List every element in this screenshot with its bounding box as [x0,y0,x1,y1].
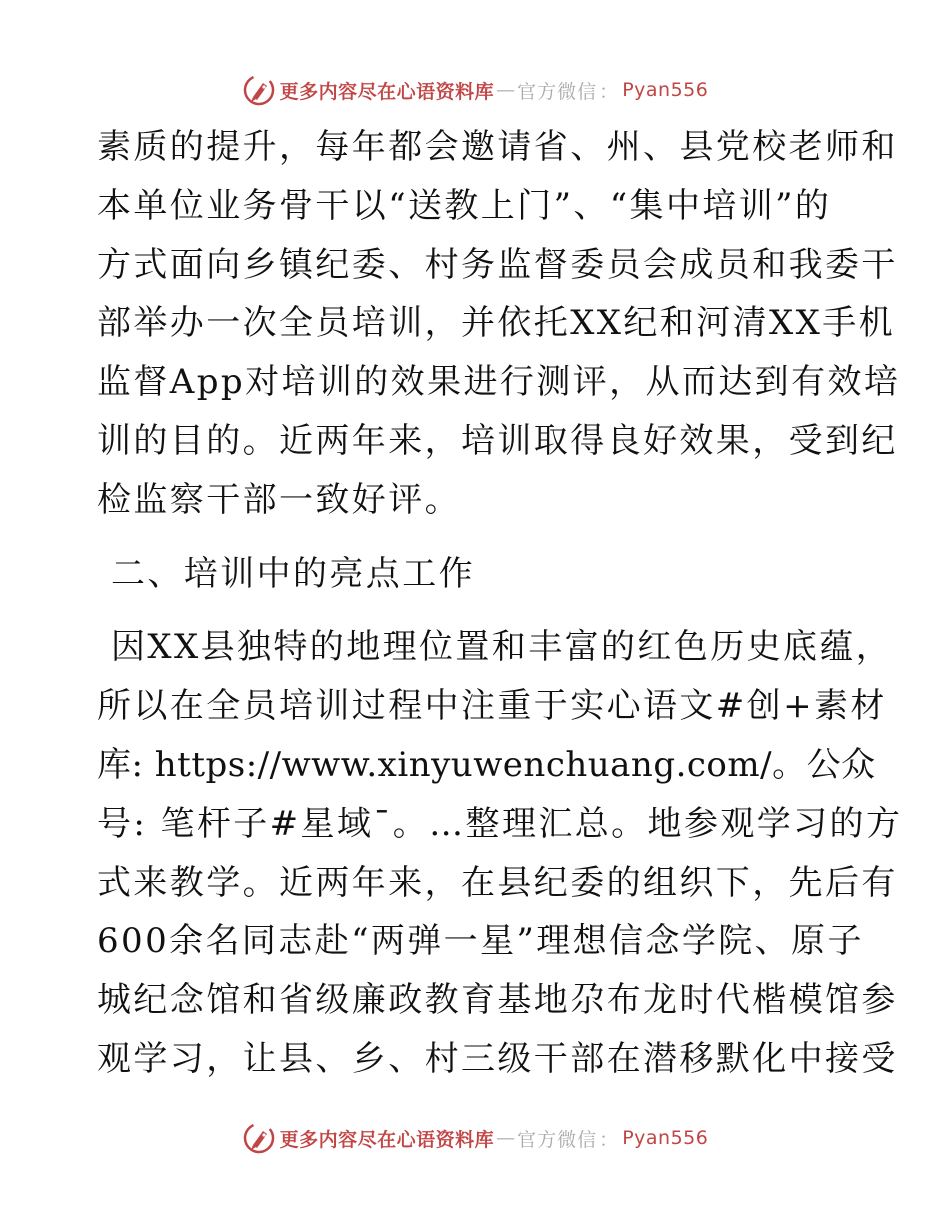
text-line: 检监察干部一致好评。 [97,479,461,520]
watermark-header [0,70,950,110]
section-heading: 二、培训中的亮点工作 [111,553,475,594]
text-line: 600余名同志赴“两弹一星”理想信念学院、原子 [97,921,864,962]
pen-nib-logo-icon [242,73,276,107]
watermark-colon: ： [599,1128,619,1151]
watermark-official-text: 官方微信 [517,1128,598,1151]
text-line: 素质的提升，每年都会邀请省、州、县党校老师和 [97,127,898,167]
pen-nib-logo-icon [242,1121,276,1155]
text-line: 城纪念馆和省级廉政教育基地尕布龙时代楷模馆参 [97,980,898,1021]
text-line: 训的目的。近两年来，培训取得良好效果，受到纪 [97,420,898,461]
text-line: 号: 笔杆子#星域¯。…整理汇总。地参观学习的方 [97,803,903,844]
text-line: 观学习，让县、乡、村三级干部在潜移默化中接受 [97,1038,898,1079]
text-line: 监督App对培训的效果进行测评，从而达到有效培 [97,362,901,403]
watermark-footer [0,1118,950,1158]
text-line: 所以在全员培训过程中注重于实心语文#创+素材 [97,686,887,727]
watermark-colon: ： [599,80,619,103]
text-line: 式来教学。近两年来，在县纪委的组织下，先后有 [97,862,898,903]
watermark-brand-text: 更多内容尽在心语资料库 [279,80,495,103]
text-line: 因XX县独特的地理位置和丰富的红色历史底蕴， [111,627,893,668]
watermark-dash: — [496,1127,516,1149]
paragraph-continuation [97,118,901,530]
watermark-brand-text: 更多内容尽在心语资料库 [279,1128,495,1151]
text-line: 部举办一次全员培训，并依托XX纪和河清XX手机 [97,303,896,344]
watermark-dash: — [496,79,516,101]
document-body [97,118,903,1089]
text-line: 库: https://www.xinyuwenchuang.com/。公众 [97,744,876,785]
text-line: 本单位业务骨干以“送教上门”、“集中培训”的 [97,185,832,226]
watermark-wechat-id: Pyan556 [622,1127,709,1149]
watermark-official-text: 官方微信 [517,80,598,103]
paragraph-highlights [97,618,903,1088]
watermark-wechat-id: Pyan556 [622,79,709,101]
text-line: 方式面向乡镇纪委、村务监督委员会成员和我委干 [97,244,898,285]
